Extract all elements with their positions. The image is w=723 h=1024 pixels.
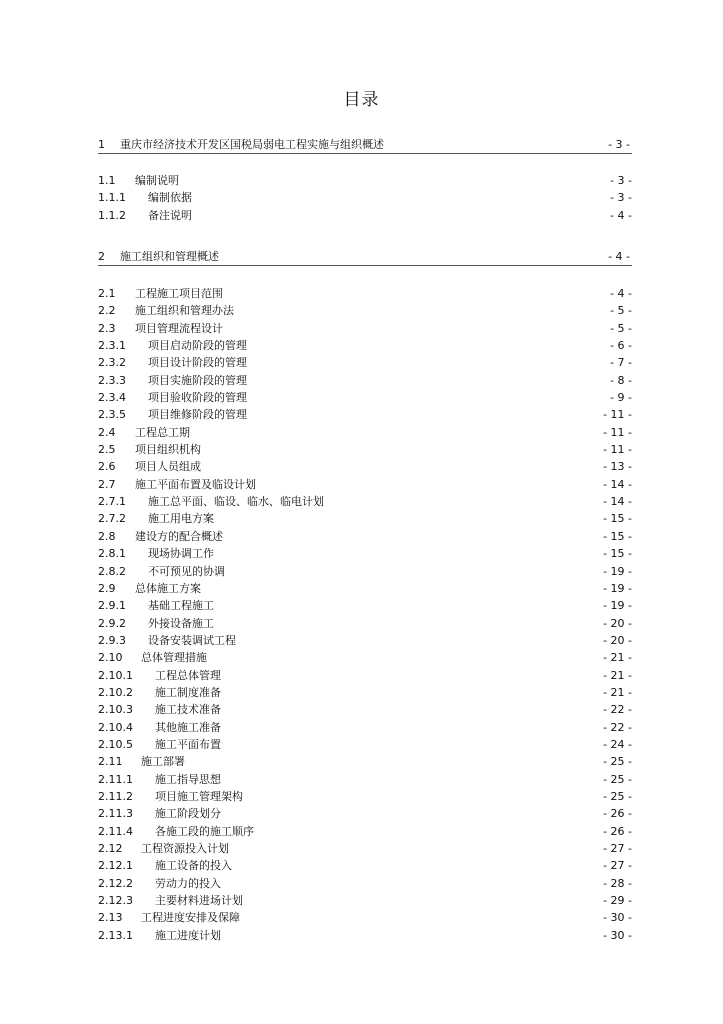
chapter-title: 重庆市经济技术开发区国税局弱电工程实施与组织概述 xyxy=(120,138,384,151)
toc-entry-number: 2.11.2 xyxy=(98,789,133,803)
toc-entry-title: 施工组织和管理办法 xyxy=(135,304,234,318)
toc-entry-page: - 3 - xyxy=(610,174,632,187)
toc-entry-page: - 29 - xyxy=(603,894,632,908)
toc-entry-page: - 11 - xyxy=(603,425,632,439)
toc-entry[interactable] xyxy=(98,580,632,597)
toc-entry-number: 2.10.2 xyxy=(98,685,133,699)
toc-entry-page: - 22 - xyxy=(603,720,632,734)
toc-entry[interactable] xyxy=(98,632,632,649)
toc-entry-number: 2.11.4 xyxy=(98,824,133,838)
toc-entry-page: - 25 - xyxy=(603,789,632,803)
toc-entry-page: - 30 - xyxy=(603,911,632,925)
toc-entry[interactable] xyxy=(98,805,632,822)
toc-entry-number: 2.7 xyxy=(98,477,116,491)
toc-entry-number: 2.12.1 xyxy=(98,859,133,873)
page-title: 目录 xyxy=(343,90,380,110)
toc-entry-page: - 4 - xyxy=(610,208,632,222)
toc-entry-number: 2.3.2 xyxy=(98,356,126,370)
toc-entry[interactable] xyxy=(98,788,632,805)
toc-entry[interactable] xyxy=(98,424,632,441)
toc-entry[interactable] xyxy=(98,597,632,614)
toc-entry-number: 2.10.1 xyxy=(98,668,133,682)
toc-entry-number: 1.1.2 xyxy=(98,208,126,222)
toc-entry[interactable] xyxy=(98,285,632,302)
toc-entry-title: 外接设备施工 xyxy=(148,616,214,630)
chapter-number: 2 xyxy=(98,250,105,263)
toc-entry[interactable] xyxy=(98,563,632,580)
toc-entry-title: 主要材料进场计划 xyxy=(155,894,243,908)
toc-entry-number: 1.1.1 xyxy=(98,191,126,205)
toc-entry-title: 项目启动阶段的管理 xyxy=(148,339,247,353)
chapter-number: 1 xyxy=(98,138,105,151)
toc-entry[interactable] xyxy=(98,927,632,944)
toc-entry[interactable] xyxy=(98,892,632,909)
toc-entry-page: - 14 - xyxy=(603,477,632,491)
toc-entry-number: 2.12.2 xyxy=(98,876,133,890)
toc-section-1-list xyxy=(98,172,632,224)
toc-entry[interactable] xyxy=(98,909,632,926)
toc-entry-page: - 28 - xyxy=(603,876,632,890)
toc-entry-number: 2.7.2 xyxy=(98,512,126,526)
toc-entry[interactable] xyxy=(98,736,632,753)
toc-entry-number: 2.3.5 xyxy=(98,408,126,422)
toc-entry-title: 施工阶段划分 xyxy=(155,807,221,821)
toc-entry[interactable] xyxy=(98,189,632,206)
toc-entry-number: 2.10 xyxy=(98,651,123,665)
toc-entry-title: 其他施工准备 xyxy=(155,720,221,734)
toc-entry[interactable] xyxy=(98,684,632,701)
toc-entry[interactable] xyxy=(98,528,632,545)
toc-entry-title: 各施工段的施工顺序 xyxy=(155,824,254,838)
toc-entry-page: - 15 - xyxy=(603,529,632,543)
toc-entry[interactable] xyxy=(98,823,632,840)
toc-entry-number: 2.7.1 xyxy=(98,495,126,509)
toc-entry-number: 2.13 xyxy=(98,911,123,925)
toc-entry-title: 施工设备的投入 xyxy=(155,859,232,873)
toc-entry-number: 2.10.3 xyxy=(98,703,133,717)
toc-entry-number: 2.9 xyxy=(98,581,116,595)
toc-entry-page: - 11 - xyxy=(603,408,632,422)
toc-entry-number: 1.1 xyxy=(98,174,116,187)
toc-entry-title: 工程施工项目范围 xyxy=(135,287,223,300)
toc-entry-title: 项目人员组成 xyxy=(135,460,201,474)
toc-entry-page: - 30 - xyxy=(603,928,632,942)
toc-entry-title: 项目实施阶段的管理 xyxy=(148,373,247,387)
toc-entry-number: 2.2 xyxy=(98,304,116,318)
toc-entry[interactable] xyxy=(98,302,632,319)
toc-entry[interactable] xyxy=(98,719,632,736)
toc-entry-page: - 19 - xyxy=(603,581,632,595)
toc-entry-page: - 11 - xyxy=(603,443,632,457)
toc-entry-page: - 25 - xyxy=(603,755,632,769)
toc-entry-page: - 21 - xyxy=(603,685,632,699)
toc-entry-number: 2.5 xyxy=(98,443,116,457)
toc-entry-page: - 24 - xyxy=(603,737,632,751)
toc-entry-title: 工程总体管理 xyxy=(155,668,221,682)
toc-entry-title: 劳动力的投入 xyxy=(155,876,221,890)
toc-entry-page: - 26 - xyxy=(603,824,632,838)
toc-entry-page: - 13 - xyxy=(603,460,632,474)
toc-entry[interactable] xyxy=(98,701,632,718)
toc-entry[interactable] xyxy=(98,354,632,371)
toc-entry-number: 2.9.2 xyxy=(98,616,126,630)
toc-entry-page: - 8 - xyxy=(610,373,632,387)
toc-entry-title: 编制依据 xyxy=(148,191,192,205)
toc-entry-title: 编制说明 xyxy=(135,174,179,187)
toc-entry[interactable] xyxy=(98,337,632,354)
toc-entry-title: 施工平面布置及临设计划 xyxy=(135,477,256,491)
toc-entry[interactable] xyxy=(98,649,632,666)
toc-entry-title: 施工指导思想 xyxy=(155,772,221,786)
toc-entry[interactable] xyxy=(98,667,632,684)
toc-entry[interactable] xyxy=(98,320,632,337)
toc-entry-number: 2.9.1 xyxy=(98,599,126,613)
toc-entry-number: 2.3.1 xyxy=(98,339,126,353)
chapter-title: 施工组织和管理概述 xyxy=(120,250,219,263)
toc-entry-number: 2.6 xyxy=(98,460,116,474)
toc-entry-title: 项目验收阶段的管理 xyxy=(148,391,247,405)
toc-entry-page: - 19 - xyxy=(603,564,632,578)
toc-entry[interactable] xyxy=(98,771,632,788)
toc-entry-title: 工程总工期 xyxy=(135,425,190,439)
toc-entry[interactable] xyxy=(98,875,632,892)
toc-entry-title: 项目管理流程设计 xyxy=(135,321,223,335)
toc-entry-title: 工程进度安排及保障 xyxy=(141,911,240,925)
toc-entry-page: - 26 - xyxy=(603,807,632,821)
toc-entry-number: 2.1 xyxy=(98,287,116,300)
toc-entry[interactable] xyxy=(98,207,632,224)
toc-entry-page: - 9 - xyxy=(610,391,632,405)
toc-entry-title: 基础工程施工 xyxy=(148,599,214,613)
toc-chapter-1[interactable] xyxy=(98,136,632,154)
toc-section-2-list xyxy=(98,285,632,944)
toc-entry-title: 施工进度计划 xyxy=(155,928,221,942)
toc-entry[interactable] xyxy=(98,406,632,423)
toc-entry-title: 现场协调工作 xyxy=(148,547,214,561)
toc-entry-page: - 21 - xyxy=(603,668,632,682)
toc-entry-page: - 7 - xyxy=(610,356,632,370)
toc-entry-page: - 20 - xyxy=(603,616,632,630)
toc-entry-title: 项目组织机构 xyxy=(135,443,201,457)
toc-entry-number: 2.9.3 xyxy=(98,633,126,647)
toc-entry-title: 总体施工方案 xyxy=(135,581,201,595)
toc-entry-number: 2.8.1 xyxy=(98,547,126,561)
toc-entry-number: 2.11 xyxy=(98,755,123,769)
toc-entry[interactable] xyxy=(98,172,632,189)
toc-entry-number: 2.4 xyxy=(98,425,116,439)
toc-entry-page: - 25 - xyxy=(603,772,632,786)
toc-entry-title: 施工制度准备 xyxy=(155,685,221,699)
toc-entry-title: 设备安装调试工程 xyxy=(148,633,236,647)
toc-entry-page: - 5 - xyxy=(610,321,632,335)
toc-entry-title: 项目设计阶段的管理 xyxy=(148,356,247,370)
toc-entry[interactable] xyxy=(98,857,632,874)
toc-entry-page: - 3 - xyxy=(610,191,632,205)
toc-entry-page: - 15 - xyxy=(603,512,632,526)
toc-entry-title: 不可预见的协调 xyxy=(148,564,225,578)
toc-entry-number: 2.13.1 xyxy=(98,928,133,942)
chapter-page: - 4 - xyxy=(608,250,630,263)
toc-entry[interactable] xyxy=(98,510,632,527)
toc-entry-title: 项目施工管理架构 xyxy=(155,789,243,803)
toc-entry-number: 2.3 xyxy=(98,321,116,335)
toc-entry-page: - 5 - xyxy=(610,304,632,318)
toc-entry-page: - 15 - xyxy=(603,547,632,561)
toc-entry-title: 施工部署 xyxy=(141,755,185,769)
toc-entry-page: - 19 - xyxy=(603,599,632,613)
toc-entry-page: - 20 - xyxy=(603,633,632,647)
toc-entry-title: 施工平面布置 xyxy=(155,737,221,751)
toc-entry[interactable] xyxy=(98,372,632,389)
toc-entry-page: - 27 - xyxy=(603,842,632,855)
toc-entry[interactable] xyxy=(98,458,632,475)
toc-entry-number: 2.10.4 xyxy=(98,720,133,734)
toc-entry-page: - 4 - xyxy=(610,287,632,300)
toc-entry-page: - 6 - xyxy=(610,339,632,353)
toc-entry-title: 工程资源投入计划 xyxy=(141,842,229,855)
toc-entry-title: 建设方的配合概述 xyxy=(135,529,223,543)
toc-entry-number: 2.10.5 xyxy=(98,737,133,751)
toc-entry-title: 施工用电方案 xyxy=(148,512,214,526)
toc-entry-title: 施工技术准备 xyxy=(155,703,221,717)
toc-entry[interactable] xyxy=(98,840,632,857)
toc-entry-number: 2.8 xyxy=(98,529,116,543)
toc-entry[interactable] xyxy=(98,615,632,632)
toc-entry-number: 2.11.1 xyxy=(98,772,133,786)
toc-entry-title: 总体管理措施 xyxy=(141,651,207,665)
toc-entry-title: 备注说明 xyxy=(148,208,192,222)
toc-entry[interactable] xyxy=(98,493,632,510)
toc-entry-page: - 14 - xyxy=(603,495,632,509)
toc-entry[interactable] xyxy=(98,753,632,770)
toc-entry-number: 2.8.2 xyxy=(98,564,126,578)
toc-entry-number: 2.3.3 xyxy=(98,373,126,387)
toc-entry-number: 2.11.3 xyxy=(98,807,133,821)
toc-entry[interactable] xyxy=(98,476,632,493)
toc-entry-page: - 21 - xyxy=(603,651,632,665)
toc-entry[interactable] xyxy=(98,389,632,406)
toc-entry-page: - 22 - xyxy=(603,703,632,717)
toc-entry-number: 2.12.3 xyxy=(98,894,133,908)
toc-entry[interactable] xyxy=(98,545,632,562)
toc-entry-number: 2.3.4 xyxy=(98,391,126,405)
toc-entry-title: 项目维修阶段的管理 xyxy=(148,408,247,422)
chapter-page: - 3 - xyxy=(608,138,630,151)
toc-chapter-2[interactable] xyxy=(98,248,632,266)
toc-entry-page: - 27 - xyxy=(603,859,632,873)
toc-entry-number: 2.12 xyxy=(98,842,123,855)
toc-entry[interactable] xyxy=(98,441,632,458)
toc-entry-title: 施工总平面、临设、临水、临电计划 xyxy=(148,495,324,509)
